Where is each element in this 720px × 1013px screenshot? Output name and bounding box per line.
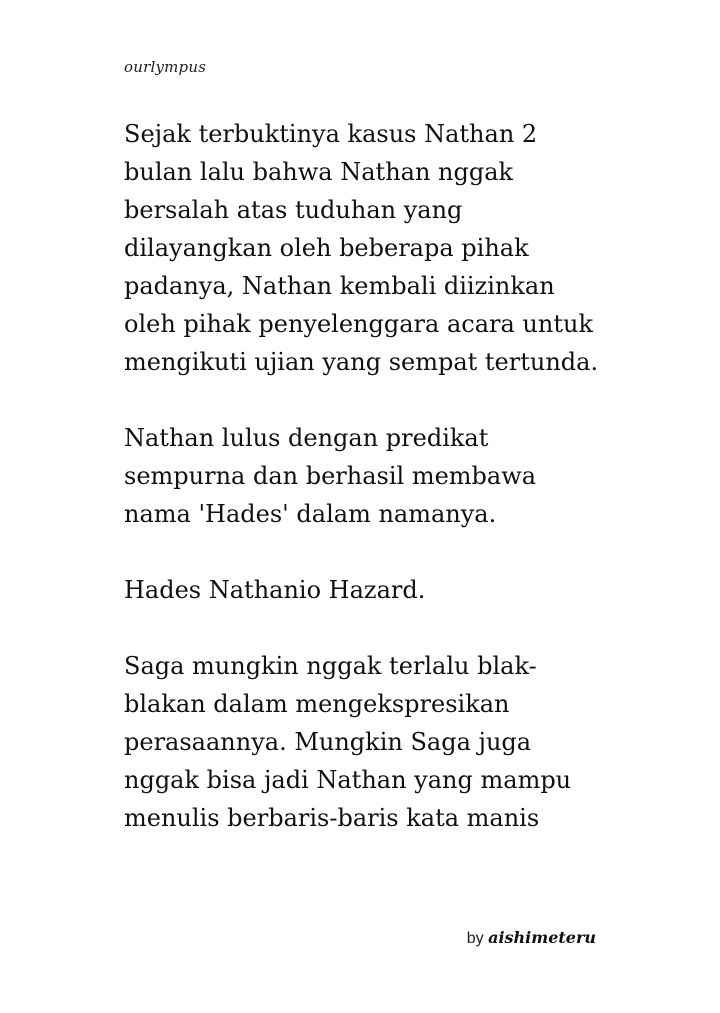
site-name: ourlympus — [124, 58, 207, 76]
paragraph-1: Sejak terbuktinya kasus Nathan 2 bulan lalu bahwa Nathan nggak bersalah atas tuduhan yang dilayangkan oleh beberapa pihak padanya, Nathan kembali diizinkan oleh pihak penyelenggara acara untuk mengikuti ujian yang sempat tertunda. — [124, 120, 599, 376]
paragraph-4: Saga mungkin nggak terlalu blak-blakan dalam mengekspresikan perasaannya. Mungkin Saga juga nggak bisa jadi Nathan yang mampu menulis berbaris-baris kata manis — [124, 652, 572, 832]
paragraph-3: Hades Nathanio Hazard. — [124, 576, 426, 604]
author-name: aishimeteru — [488, 928, 596, 947]
story-text — [124, 115, 604, 837]
by-label: by — [466, 930, 484, 947]
author-credit — [467, 928, 596, 948]
paragraph-2: Nathan lulus dengan predikat sempurna dan berhasil membawa nama 'Hades' dalam namanya. — [124, 424, 537, 528]
